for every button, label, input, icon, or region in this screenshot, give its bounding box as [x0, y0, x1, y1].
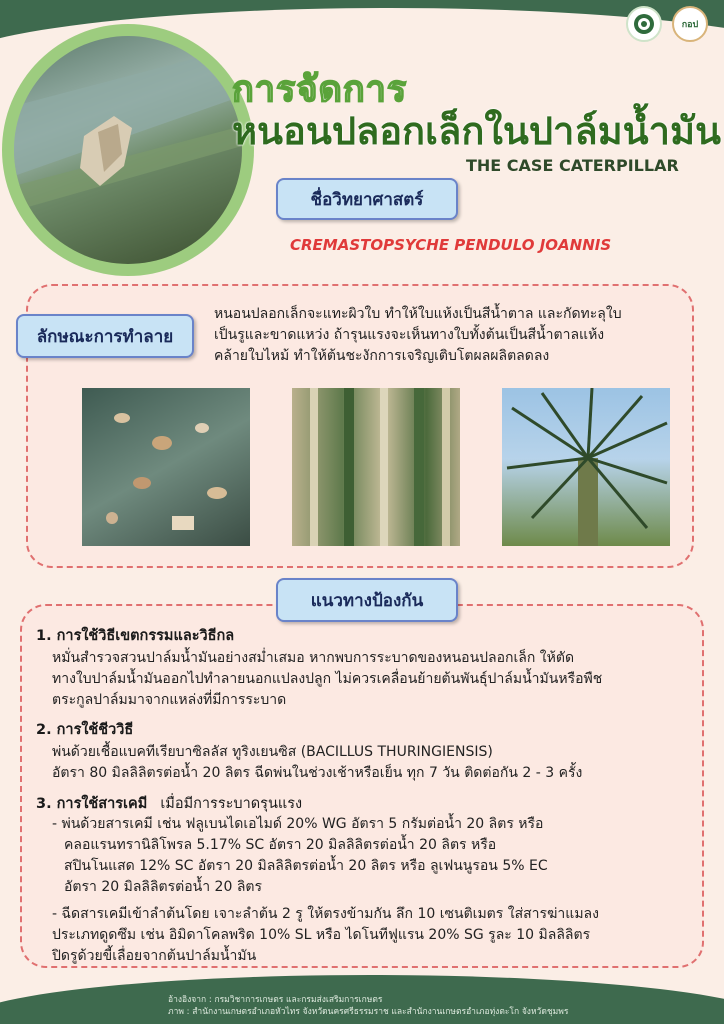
- frond-strips-icon: [292, 388, 460, 546]
- emblem-icon: [632, 12, 656, 36]
- body-line: พ่นด้วยเชื้อแบคทีเรียบาซิลลัส ทูริงเยนซิส (BACILLUS THURINGIENSIS): [52, 744, 493, 760]
- body-line: ปิดรูด้วยขี้เลื่อยจากต้นปาล์มน้ำมัน: [52, 948, 257, 964]
- section-heading-text: 3. การใช้สารเคมี: [36, 796, 148, 812]
- damaged-frond-photo: [292, 388, 460, 546]
- damage-line: หนอนปลอกเล็กจะแทะผิวใบ ทำให้ใบแห้งเป็นสีน้ำตาล และกัดทะลุใบ: [214, 306, 622, 322]
- footer-photo-credit: ภาพ : สำนักงานเกษตรอำเภอหัวไทร จังหวัดนครศรีธรรมราช และสำนักงานเกษตรอำเภอทุ่งตะโก จังหวัดชุมพร: [168, 1007, 569, 1017]
- title-english: THE CASE CATERPILLAR: [466, 156, 679, 175]
- prevention-label: แนวทางป้องกัน: [276, 578, 458, 622]
- section-heading: 2. การใช้ชีววิธี: [36, 722, 134, 738]
- palm-tree-photo: [502, 388, 670, 546]
- hero-caterpillar-photo: [14, 36, 242, 264]
- body-line: - ฉีดสารเคมีเข้าลำต้นโดย เจาะลำต้น 2 รู ให้ตรงข้ามกัน ลึก 10 เซนติเมตร ใส่สารฆ่าแมลง: [52, 906, 599, 922]
- damaged-leaf-photo: [82, 388, 250, 546]
- body-line: อัตรา 20 มิลลิลิตรต่อน้ำ 20 ลิตร: [64, 879, 263, 895]
- body-line: - พ่นด้วยสารเคมี เช่น ฟลูเบนไดเอไมด์ 20% WG อัตรา 5 กรัมต่อน้ำ 20 ลิตร หรือ: [52, 816, 544, 832]
- damage-line: คล้ายใบไหม้ ทำให้ต้นชะงักการเจริญเติบโตผลผลิตลดลง: [214, 348, 550, 364]
- section-body: [52, 742, 582, 784]
- damage-line: เป็นรูและขาดแหว่ง ถ้ารุนแรงจะเห็นทางใบทั้งต้นเป็นสีน้ำตาลแห้ง: [214, 327, 605, 343]
- body-line: หมั่นสำรวจสวนปาล์มน้ำมันอย่างสม่ำเสมอ หากพบการระบาดของหนอนปลอกเล็ก ให้ตัด: [52, 650, 575, 666]
- section-heading: 1. การใช้วิธีเขตกรรมและวิธีกล: [36, 628, 235, 644]
- body-line: คลอแรนทรานิลิโพรล 5.17% SC อัตรา 20 มิลลิลิตรต่อน้ำ 20 ลิตร หรือ: [64, 837, 497, 853]
- section-subheading: เมื่อมีการระบาดรุนแรง: [160, 796, 303, 812]
- footer-reference: อ้างอิงจาก : กรมวิชาการเกษตร และกรมส่งเสริมการเกษตร: [168, 995, 383, 1005]
- footer-credits: [168, 994, 568, 1018]
- logo-text: กอป: [681, 20, 699, 30]
- body-line: ตระกูลปาล์มมาจากแหล่งที่มีการระบาด: [52, 692, 287, 708]
- doae-logo: [672, 6, 708, 42]
- section-body: [52, 814, 548, 898]
- leaf-holes-icon: [82, 388, 250, 546]
- section-heading: [36, 792, 302, 815]
- palm-tree-icon: [502, 388, 670, 546]
- body-line: ประเภทดูดซึม เช่น อิมิดาโคลพริด 10% SL หรือ ไดโนทีฟูแรน 20% SG รูละ 10 มิลลิลิตร: [52, 927, 591, 943]
- title-line1: การจัดการ: [232, 69, 408, 110]
- damage-label: ลักษณะการทำลาย: [16, 314, 194, 358]
- body-line: ทางใบปาล์มน้ำมันออกไปทำลายนอกแปลงปลูก ไม่ควรเคลื่อนย้ายต้นพันธุ์ปาล์มน้ำมันหรือพืช: [52, 671, 603, 687]
- caterpillar-case-icon: [14, 36, 242, 264]
- scientific-name-label: ชื่อวิทยาศาสตร์: [276, 178, 458, 220]
- title-line2: หนอนปลอกเล็กในปาล์มน้ำมัน: [232, 109, 722, 153]
- department-logo: [626, 6, 662, 42]
- body-line: สปินโนแสด 12% SC อัตรา 20 มิลลิลิตรต่อน้ำ 20 ลิตร หรือ ลูเฟนนูรอน 5% EC: [64, 858, 548, 874]
- section-body: [52, 904, 599, 967]
- scientific-name: CREMASTOPSYCHE PENDULO JOANNIS: [290, 236, 612, 254]
- damage-description: [214, 304, 684, 367]
- body-line: อัตรา 80 มิลลิลิตรต่อน้ำ 20 ลิตร ฉีดพ่นในช่วงเช้าหรือเย็น ทุก 7 วัน ติดต่อกัน 2 - 3 ครั้ง: [52, 765, 583, 781]
- section-body: [52, 648, 602, 711]
